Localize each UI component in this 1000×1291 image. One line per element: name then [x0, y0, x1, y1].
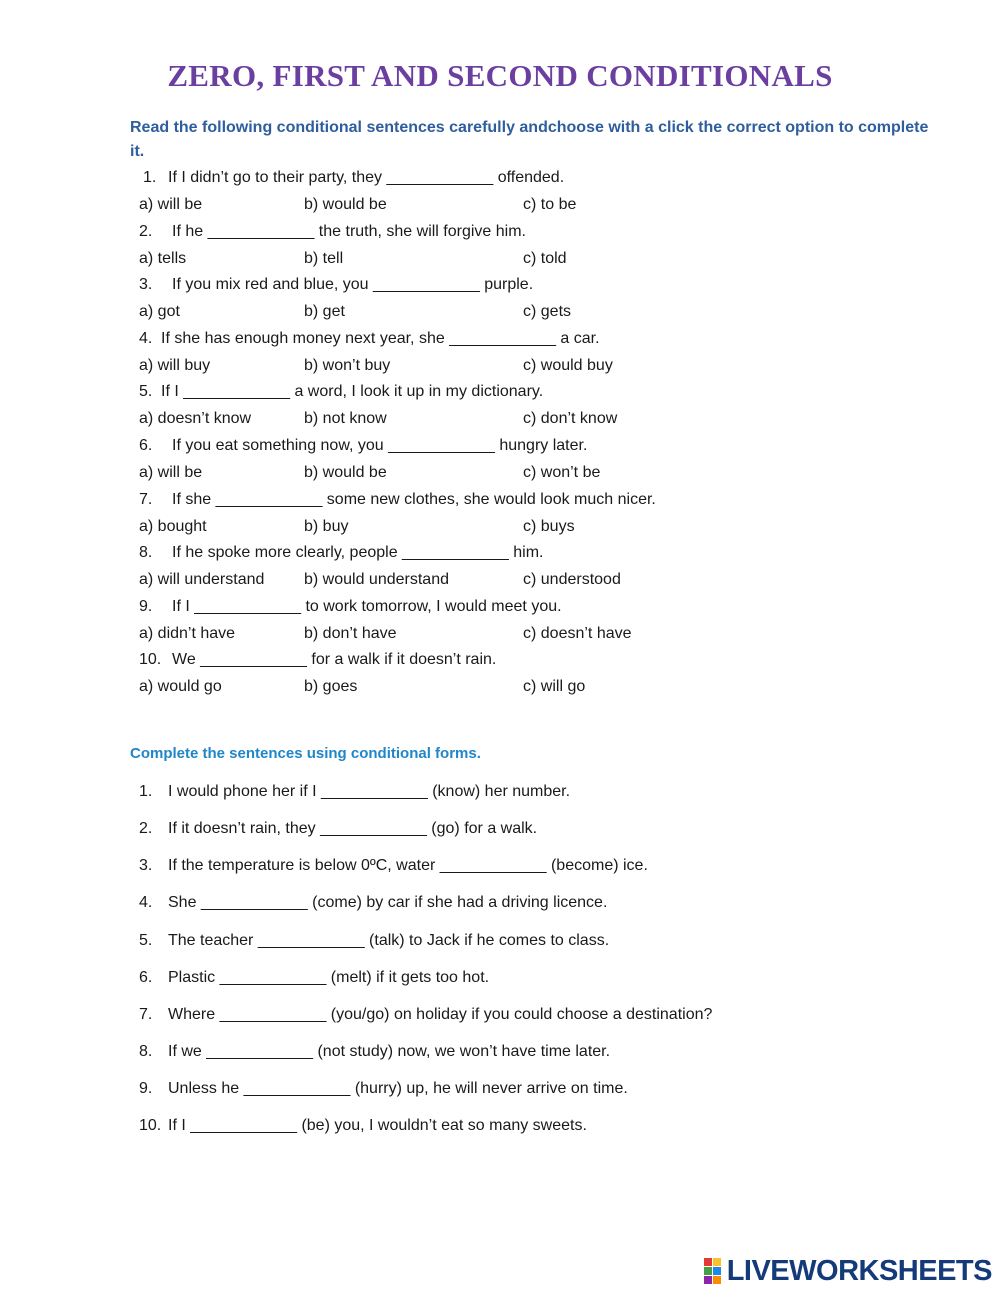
liveworksheets-logo [704, 1254, 992, 1288]
option-c[interactable]: c) buys [523, 517, 575, 535]
fill-item-5 [139, 931, 609, 951]
question-9 [139, 597, 562, 617]
fill-item-7 [139, 1005, 712, 1025]
option-c[interactable]: c) to be [523, 196, 577, 213]
question-1 [143, 168, 564, 188]
item-number: 9. [139, 1080, 153, 1098]
question-text: If she ____________ some new clothes, she would look much nicer. [172, 490, 656, 508]
option-b[interactable]: b) would be [304, 464, 387, 481]
option-c[interactable]: c) won’t be [523, 464, 601, 481]
item-text: Unless he ____________ (hurry) up, he will never arrive on time. [168, 1080, 628, 1098]
fill-item-2 [139, 819, 537, 839]
section1-instruction: Read the following conditional sentences carefully andchoose with a click the correct option to complete it. [130, 119, 929, 160]
option-c[interactable]: c) doesn’t have [523, 624, 632, 642]
option-a[interactable]: a) got [139, 303, 180, 321]
fill-item-1 [139, 782, 570, 802]
logo-text: LIVEWORKSHEETS [726, 1254, 992, 1287]
question-text: If he ____________ the truth, she will forgive him. [172, 222, 526, 240]
option-b[interactable]: b) get [304, 303, 345, 321]
logo-mark-icon [704, 1258, 721, 1284]
option-c[interactable]: c) would buy [523, 356, 613, 374]
logo-square [704, 1258, 712, 1266]
question-10 [139, 650, 496, 670]
question-text: If you mix red and blue, you ____________ purple. [172, 276, 534, 294]
item-number: 4. [139, 894, 153, 912]
question-6 [139, 436, 587, 456]
item-text: Plastic ____________ (melt) if it gets too hot. [168, 968, 490, 986]
option-a[interactable]: a) will buy [139, 356, 211, 374]
question-5 [139, 382, 543, 402]
item-text: If the temperature is below 0ºC, water ____________ (become) ice. [168, 857, 648, 875]
question-3 [139, 275, 533, 295]
question-text: If I didn’t go to their party, they ____________ offended. [168, 169, 565, 186]
option-a[interactable]: a) bought [139, 517, 207, 535]
question-number: 5. [139, 383, 153, 401]
item-number: 2. [139, 820, 153, 838]
logo-square [704, 1276, 712, 1284]
option-c[interactable]: c) gets [523, 303, 572, 321]
option-c[interactable]: c) understood [523, 571, 621, 589]
logo-square [713, 1276, 721, 1284]
logo-square [713, 1258, 721, 1266]
question-text: We ____________ for a walk if it doesn’t rain. [172, 651, 497, 669]
option-c[interactable]: c) told [523, 249, 567, 267]
question-number: 9. [139, 597, 153, 615]
item-number: 1. [139, 783, 153, 800]
option-b[interactable]: b) not know [304, 410, 387, 428]
item-text: She ____________ (come) by car if she had a driving licence. [168, 894, 608, 912]
option-a[interactable]: a) doesn’t know [139, 410, 252, 428]
item-text: If we ____________ (not study) now, we won’t have time later. [168, 1043, 611, 1061]
option-b[interactable]: b) won’t buy [304, 356, 391, 374]
question-7 [139, 490, 656, 510]
item-text: If it doesn’t rain, they ____________ (go) for a walk. [168, 820, 538, 838]
option-a[interactable]: a) will be [139, 196, 203, 213]
question-text: If I ____________ a word, I look it up in my dictionary. [161, 383, 544, 401]
option-a[interactable]: a) tells [139, 249, 187, 267]
option-c[interactable]: c) don’t know [523, 410, 618, 428]
option-b[interactable]: b) would understand [304, 571, 449, 589]
fill-item-10 [139, 1116, 587, 1136]
option-a[interactable]: a) will be [139, 464, 203, 481]
question-text: If I ____________ to work tomorrow, I would meet you. [172, 597, 562, 615]
fill-item-6 [139, 968, 489, 988]
option-b[interactable]: b) would be [304, 196, 387, 213]
option-c[interactable]: c) will go [523, 678, 586, 696]
question-number: 8. [139, 544, 153, 562]
item-text: I would phone her if I ____________ (know) her number. [168, 783, 571, 800]
question-number: 6. [139, 437, 153, 454]
item-text: If I ____________ (be) you, I wouldn’t eat so many sweets. [168, 1117, 587, 1135]
question-number: 7. [139, 490, 153, 508]
option-a[interactable]: a) didn’t have [139, 624, 236, 642]
option-a[interactable]: a) will understand [139, 571, 265, 589]
option-b[interactable]: b) don’t have [304, 624, 397, 642]
fill-item-3 [139, 856, 648, 876]
item-number: 6. [139, 968, 153, 986]
fill-item-9 [139, 1079, 628, 1099]
question-8 [139, 543, 544, 563]
question-text: If she has enough money next year, she ____________ a car. [161, 329, 600, 347]
question-number: 10. [139, 651, 162, 669]
fill-item-8 [139, 1042, 610, 1062]
item-number: 5. [139, 931, 153, 949]
option-b[interactable]: b) buy [304, 517, 349, 535]
question-4 [139, 329, 600, 349]
option-b[interactable]: b) tell [304, 249, 344, 267]
question-number: 2. [139, 222, 153, 240]
question-2 [139, 222, 526, 242]
option-b[interactable]: b) goes [304, 678, 358, 696]
question-text: If he spoke more clearly, people ____________ him. [172, 544, 544, 562]
item-number: 10. [139, 1117, 162, 1135]
item-text: Where ____________ (you/go) on holiday if you could choose a destination? [168, 1005, 713, 1023]
item-number: 3. [139, 857, 153, 875]
question-number: 4. [139, 329, 153, 347]
logo-square [713, 1267, 721, 1275]
item-number: 7. [139, 1005, 153, 1023]
question-number: 1. [143, 169, 157, 186]
item-number: 8. [139, 1043, 153, 1061]
question-number: 3. [139, 276, 153, 294]
logo-square [704, 1267, 712, 1275]
page-title: ZERO, FIRST AND SECOND CONDITIONALS [167, 58, 833, 93]
section2-instruction: Complete the sentences using conditional forms. [130, 745, 481, 762]
item-text: The teacher ____________ (talk) to Jack if he comes to class. [168, 931, 610, 949]
question-text: If you eat something now, you ____________ hungry later. [172, 437, 588, 454]
option-a[interactable]: a) would go [139, 678, 222, 696]
fill-item-4 [139, 893, 607, 913]
